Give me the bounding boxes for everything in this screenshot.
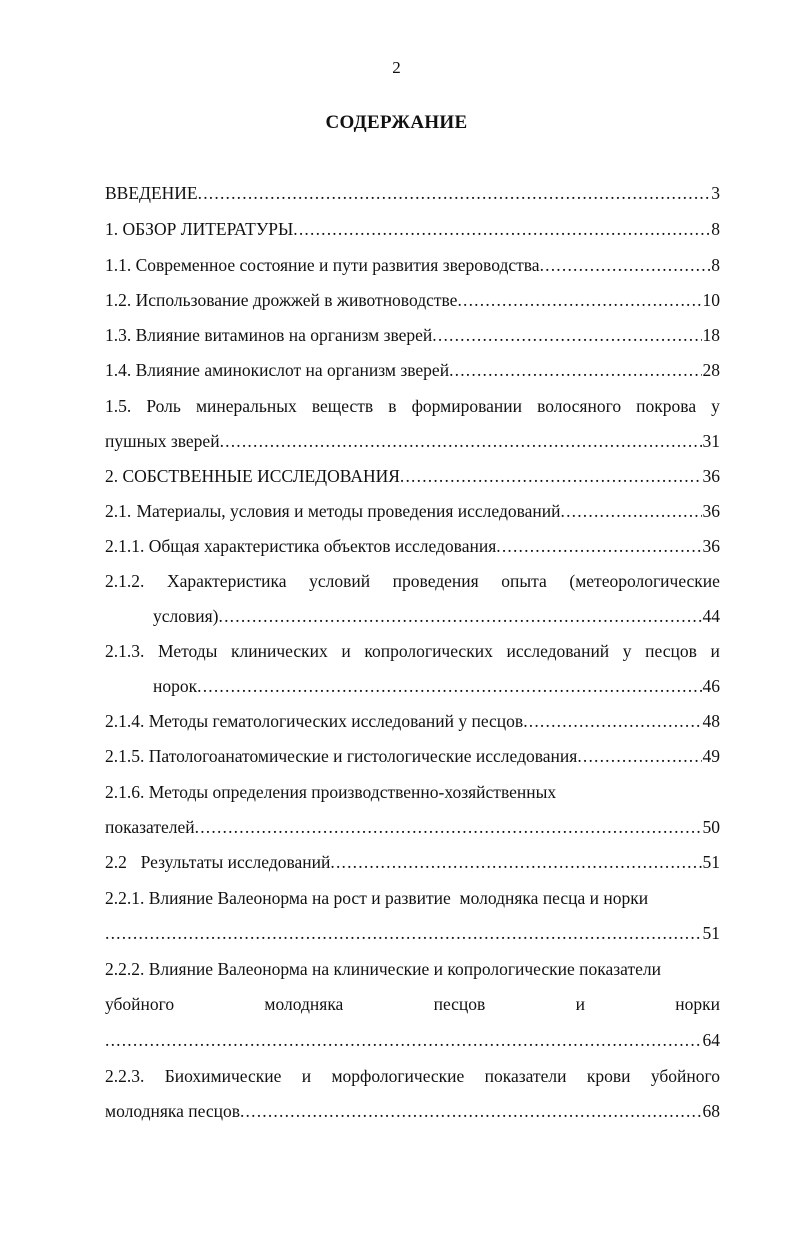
toc-word: и	[301, 1066, 312, 1086]
toc-entry-intro[interactable]	[105, 180, 720, 206]
toc-entry-text: 2.2.2. Влияние Валеонорма на клинические и копрологические показатели	[105, 959, 662, 979]
toc-word: Биохимические	[164, 1066, 282, 1086]
toc-entry-2-1[interactable]	[105, 498, 720, 524]
leader-dots	[195, 814, 702, 840]
toc-page-number: 10	[702, 290, 720, 310]
leader-dots	[449, 357, 701, 383]
toc-page-number: 36	[702, 501, 720, 521]
toc-word: убойного	[105, 994, 175, 1014]
toc-entry-2-2-2[interactable]	[105, 956, 720, 982]
toc-entry-text: 1.2. Использование дрожжей в животноводстве	[105, 290, 458, 310]
toc-word: формировании	[411, 396, 522, 416]
leader-dots	[197, 673, 701, 699]
toc-word: исследований	[506, 641, 610, 661]
toc-entry-2-2-1-cont[interactable]	[105, 920, 720, 946]
leader-dots	[577, 743, 701, 769]
toc-entry-number: 2.1.	[105, 501, 132, 521]
page-number: 2	[392, 58, 401, 77]
leader-dots	[457, 287, 701, 313]
toc-entry-number: 2.2	[105, 852, 127, 872]
toc-page-number: 49	[702, 746, 720, 766]
toc-entry-text: 2.1.6. Методы определения производственно-хозяйственных	[105, 782, 557, 802]
toc-page-number: 36	[702, 466, 720, 486]
toc-word: 2.2.3.	[105, 1066, 145, 1086]
leader-dots	[330, 849, 701, 875]
toc-entry-text: 2.1.4. Методы гематологических исследований у песцов	[105, 711, 524, 731]
toc-word: опыта	[501, 571, 547, 591]
toc-page-number: 51	[702, 852, 720, 872]
toc-word: молодняка	[264, 994, 344, 1014]
toc-word: у	[622, 641, 632, 661]
toc-entry-text: 2.1.5. Патологоанатомические и гистологические исследования	[105, 746, 578, 766]
toc-entry-1-5[interactable]	[105, 393, 720, 419]
toc-word: (метеорологические	[569, 571, 720, 591]
toc-page-number: 44	[702, 606, 720, 626]
toc-word: убойного	[650, 1066, 720, 1086]
toc-word: норки	[675, 994, 720, 1014]
toc-word: клинических	[231, 641, 328, 661]
toc-word: веществ	[311, 396, 374, 416]
toc-word: волосяного	[537, 396, 622, 416]
leader-dots	[220, 428, 702, 454]
toc-entry-2-2-3-cont[interactable]	[105, 1098, 720, 1124]
toc-entry-text: 2. СОБСТВЕННЫЕ ИССЛЕДОВАНИЯ	[105, 466, 400, 486]
toc-entry-2-1-4[interactable]	[105, 708, 720, 734]
toc-page-number: 31	[702, 431, 720, 451]
toc-word: Методы	[158, 641, 218, 661]
leader-dots	[523, 708, 701, 734]
leader-dots	[105, 1027, 702, 1053]
toc-page-number: 28	[702, 360, 720, 380]
toc-entry-1-5-cont[interactable]	[105, 428, 720, 454]
toc-entry-section-2[interactable]	[105, 463, 720, 489]
toc-entry-text: 1.4. Влияние аминокислот на организм зверей	[105, 360, 450, 380]
toc-word: копрологических	[364, 641, 493, 661]
toc-entry-text: ВВЕДЕНИЕ	[105, 183, 198, 203]
toc-entry-text: Результаты исследований	[140, 852, 331, 872]
toc-page-number: 46	[702, 676, 720, 696]
toc-page-number: 18	[702, 325, 720, 345]
toc-word: проведения	[392, 571, 479, 591]
leader-dots	[540, 252, 711, 278]
toc-entry-text: 1. ОБЗОР ЛИТЕРАТУРЫ	[105, 219, 294, 239]
toc-entry-text: 2.2.1. Влияние Валеонорма на рост и развитие молодняка песца и норки	[105, 888, 649, 908]
toc-word: у	[711, 396, 720, 416]
toc-entry-text: 1.3. Влияние витаминов на организм зверей	[105, 325, 433, 345]
toc-entry-text: Материалы, условия и методы проведения исследований	[136, 501, 561, 521]
toc-page-number: 36	[702, 536, 720, 556]
toc-entry-2-1-3-cont[interactable]	[153, 673, 720, 699]
toc-page-number: 48	[702, 711, 720, 731]
toc-entry-1-4[interactable]	[105, 357, 720, 383]
toc-page-number: 64	[702, 1030, 720, 1050]
toc-entry-text: пушных зверей	[105, 431, 220, 451]
toc-word: покрова	[636, 396, 697, 416]
toc-word: Роль	[146, 396, 181, 416]
leader-dots	[496, 533, 701, 559]
toc-entry-2-1-1[interactable]	[105, 533, 720, 559]
toc-entry-1-2[interactable]	[105, 287, 720, 313]
toc-word: в	[388, 396, 397, 416]
toc-entry-text: показателей	[105, 817, 195, 837]
toc-entry-2-2-1[interactable]	[105, 885, 720, 911]
leader-dots	[432, 322, 701, 348]
leader-dots	[219, 603, 702, 629]
toc-entry-2-1-2[interactable]	[105, 568, 720, 594]
toc-page-number: 68	[702, 1101, 720, 1121]
leader-dots	[198, 180, 711, 206]
leader-dots	[105, 920, 702, 946]
toc-entry-2-2-2-cont[interactable]	[105, 1027, 720, 1053]
leader-dots	[293, 216, 710, 242]
page-title: СОДЕРЖАНИЕ	[325, 112, 468, 133]
toc-entry-1-3[interactable]	[105, 322, 720, 348]
toc-word: Характеристика	[166, 571, 287, 591]
leader-dots	[400, 463, 702, 489]
toc-entry-2-1-5[interactable]	[105, 743, 720, 769]
toc-entry-text: молодняка песцов	[105, 1101, 240, 1121]
toc-word: условий	[309, 571, 371, 591]
toc-word: крови	[586, 1066, 631, 1086]
toc-word: показатели	[484, 1066, 567, 1086]
toc-entry-text: условия)	[153, 606, 219, 626]
toc-word: и	[341, 641, 351, 661]
toc-page-number: 50	[702, 817, 720, 837]
toc-entry-2-2-2-line2[interactable]	[105, 991, 720, 1017]
toc-entry-2-2[interactable]	[105, 849, 720, 875]
toc-word: 2.1.2.	[105, 571, 145, 591]
leader-dots	[240, 1098, 702, 1124]
toc-word: 1.5.	[105, 396, 132, 416]
toc-page-number: 8	[711, 255, 720, 275]
toc-page-number: 8	[711, 219, 720, 239]
toc-word: 2.1.3.	[105, 641, 145, 661]
toc-entry-text: 2.1.1. Общая характеристика объектов исследования	[105, 536, 497, 556]
toc-entry-text: 1.1. Современное состояние и пути развития звероводства	[105, 255, 540, 275]
toc-word: песцов	[645, 641, 697, 661]
toc-entry-2-1-2-cont[interactable]	[153, 603, 720, 629]
toc-entry-2-1-3[interactable]	[105, 638, 720, 664]
toc-entry-2-1-6-cont[interactable]	[105, 814, 720, 840]
toc-word: и	[710, 641, 720, 661]
toc-page-number: 51	[702, 923, 720, 943]
toc-entry-2-1-6[interactable]	[105, 779, 720, 805]
toc-entry-2-2-3[interactable]	[105, 1063, 720, 1089]
toc-entry-section-1[interactable]	[105, 216, 720, 242]
toc-word: песцов	[433, 994, 486, 1014]
toc-word: морфологические	[331, 1066, 465, 1086]
leader-dots	[561, 498, 702, 524]
toc-page-number: 3	[711, 183, 720, 203]
toc-entry-text: норок	[153, 676, 198, 696]
toc-word: минеральных	[195, 396, 297, 416]
toc-entry-1-1[interactable]	[105, 252, 720, 278]
toc-word: и	[575, 994, 585, 1014]
